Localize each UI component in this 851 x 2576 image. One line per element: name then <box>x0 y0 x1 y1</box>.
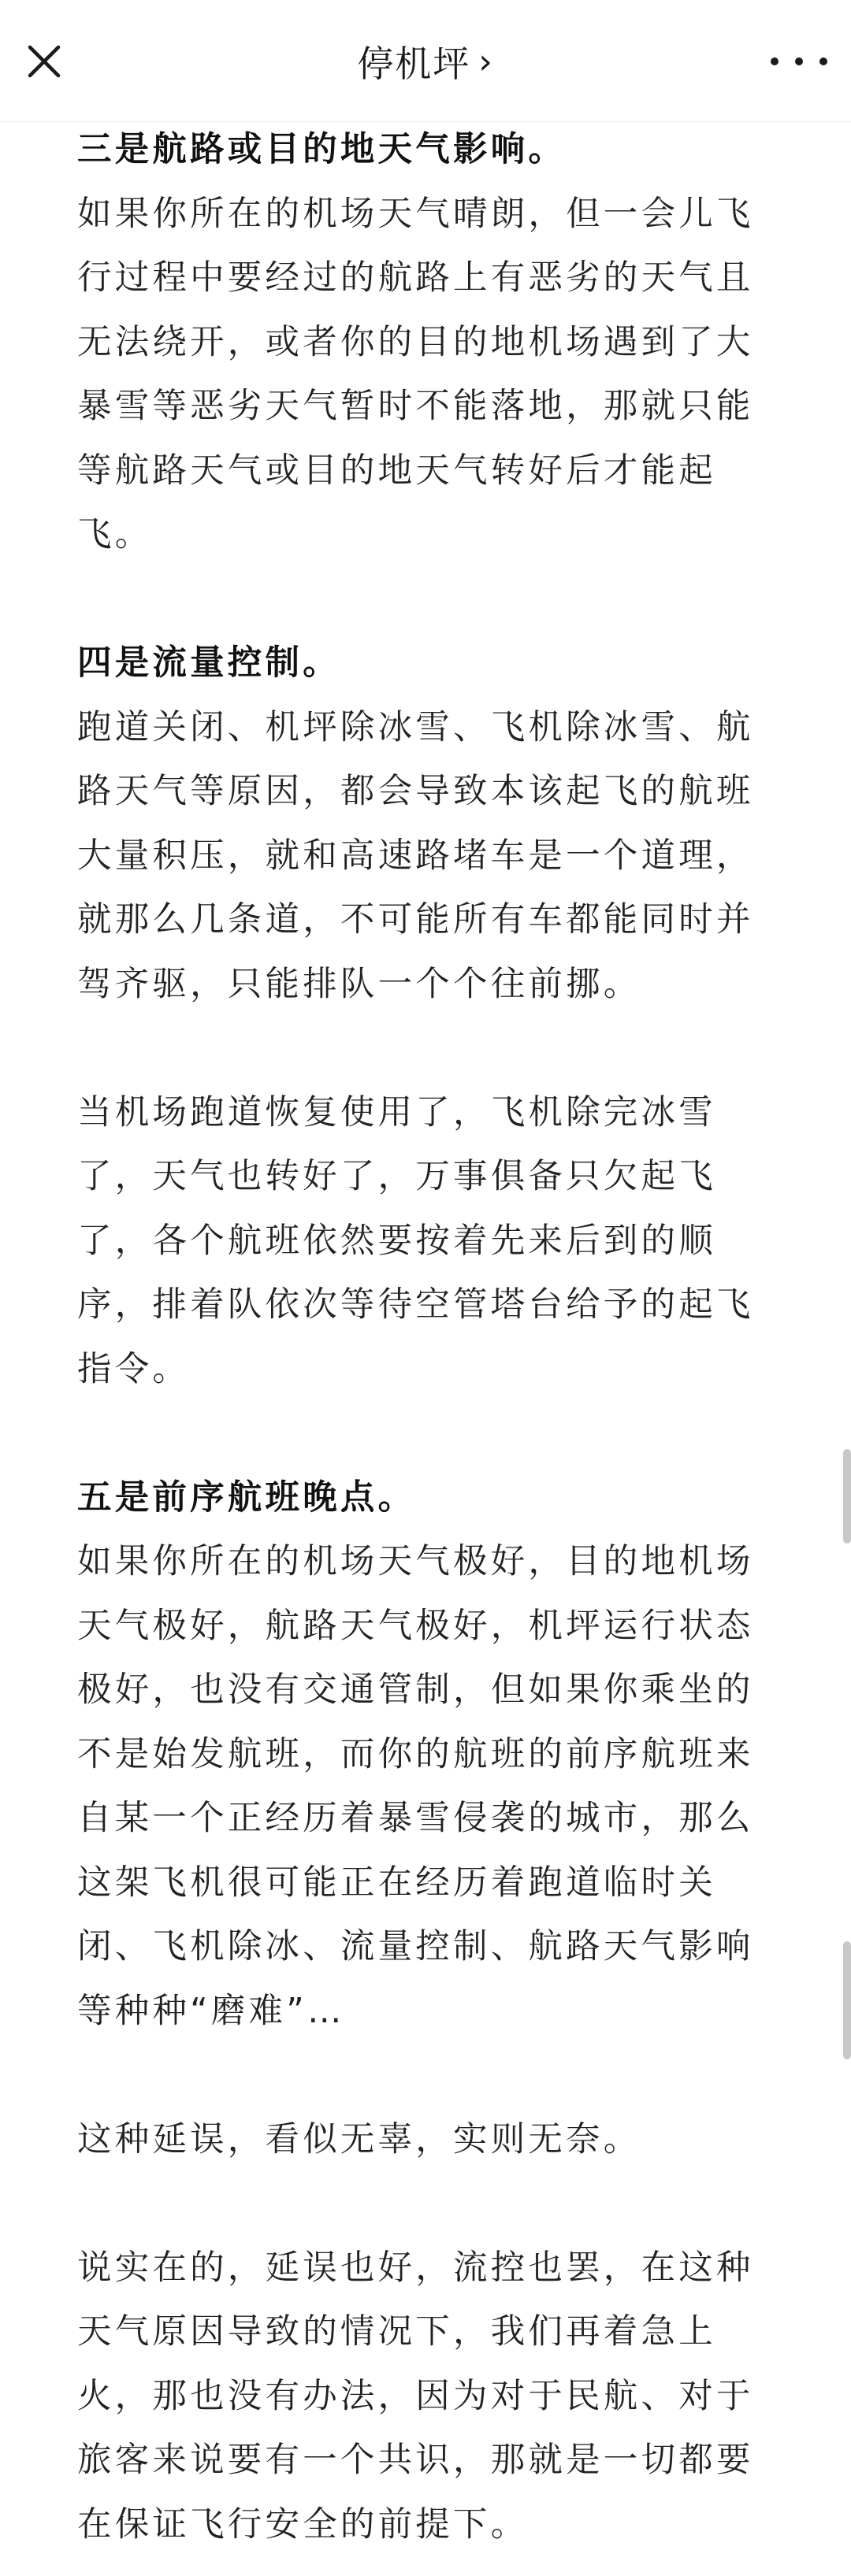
paragraph-spacer <box>77 2044 786 2108</box>
paragraph-spacer <box>77 1402 786 1466</box>
paragraph: 跑道关闭、机坪除冰雪、飞机除冰雪、航路天气等原因，都会导致本该起飞的航班大量积压，就和高速路堵车是一个道理，就那么几条道，不可能所有车都能同时并驾齐驱，只能排队一个个往前挪。 <box>77 707 754 1004</box>
paragraph-spacer <box>77 568 786 632</box>
paragraph-spacer <box>77 2172 786 2237</box>
section-heading: 四是流量控制。 <box>77 643 340 683</box>
paragraph: 如果你所在的机场天气晴朗，但一会儿飞行过程中要经过的航路上有恶劣的天气且无法绕开，或者你的目的地机场遇到了大暴雪等恶劣天气暂时不能落地，那就只能等航路天气或目的地天气转好后才能起飞。 <box>77 194 754 554</box>
section-heading: 五是前序航班晚点。 <box>77 1477 416 1518</box>
top-bar <box>0 0 851 122</box>
article-body <box>77 118 786 2557</box>
more-horizontal-icon <box>771 57 779 65</box>
scrollbar-thumb[interactable] <box>843 1449 851 1544</box>
more-horizontal-icon <box>819 57 827 65</box>
paragraph: 说实在的，延误也好，流控也罢，在这种天气原因导致的情况下，我们再着急上火，那也没有办法，因为对于民航、对于旅客来说要有一个共识，那就是一切都要在保证飞行安全的前提下。 <box>77 2248 754 2544</box>
account-title-link[interactable] <box>0 32 851 91</box>
chevron-right-icon: › <box>478 41 494 82</box>
section-heading: 三是航路或目的地天气影响。 <box>77 130 567 169</box>
paragraph: 当机场跑道恢复使用了，飞机除完冰雪了，天气也转好了，万事俱备只欠起飞了，各个航班依然要按着先来后到的顺序，排着队依次等待空管塔台给予的起飞指令。 <box>77 1092 754 1389</box>
scrollbar-thumb[interactable] <box>843 1941 851 2059</box>
more-horizontal-icon <box>795 57 803 65</box>
paragraph-spacer <box>77 1017 786 1081</box>
paragraph: 如果你所在的机场天气极好，目的地机场天气极好，航路天气极好，机坪运行状态极好，也没有交通管制，但如果你乘坐的不是始发航班，而你的航班的前序航班来自某一个正经历着暴雪侵袭的城市，那么这架飞机很可能正在经历着跑道临时关闭、飞机除冰、流量控制、航路天气影响等种种“磨难”… <box>77 1542 754 2031</box>
more-button[interactable] <box>771 41 827 82</box>
page-title: 停机坪 <box>357 43 471 85</box>
paragraph: 这种延误，看似无辜，实则无奈。 <box>77 2119 641 2159</box>
